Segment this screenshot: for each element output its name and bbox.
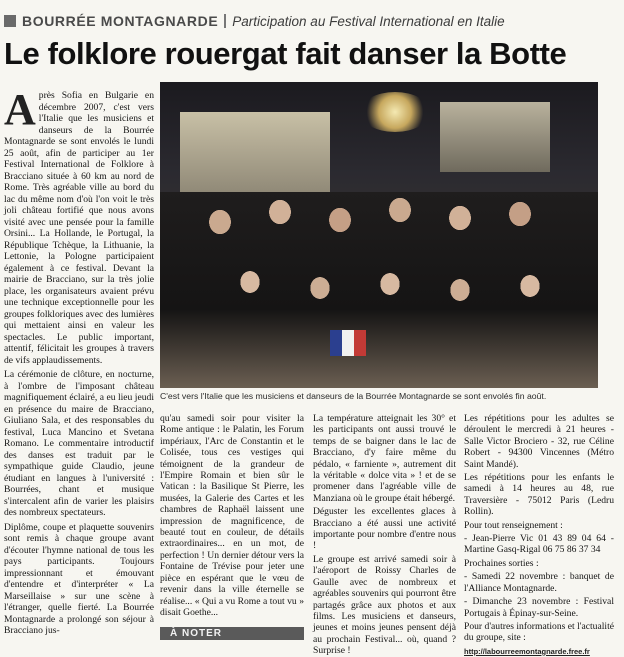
col4-paragraph-2: Les répétitions pour les enfants le samedi à 14 heures au 48, rue Traversière - 75012 Paris (Ledru Rollin). bbox=[464, 472, 614, 518]
col1-paragraph-3: Diplôme, coupe et plaquette souvenirs sont remis à chaque groupe avant d'écouter l'hymne national de tous les pays participants. Toujours impressionnant et émouvant d'entendre et d'interpréter « La Marseillaise » sur une scène à l'étranger, quelle fierté. La Bourrée Montagnarde a prolongé son séjour à Bracciano jus- bbox=[4, 521, 154, 636]
column-1 bbox=[4, 85, 154, 636]
col4-paragraph-1: Les répétitions pour les adultes se déroulent le mercredi à 21 heures - Salle Victor Brociero - 32, rue Céline Robert - 94300 Vincennes (Métro Saint Mandé). bbox=[464, 413, 614, 470]
column-2 bbox=[160, 413, 304, 635]
col1-p1-text: près Sofia en Bulgarie en décembre 2007, c'est vers l'Italie que les musiciens et danseurs de la Bourrée Montagnarde se sont envolés le lundi 25 août, afin de participer au 1er Festival International de Folklore à Bracciano située à 60 km au nord de Rome. Très agréable ville au bord du lac du même nom d'où l'on voit le très joli château fortifié que nous avons visité avec une pensée pour la famille Orsini... La Hollande, le Portugal, la République Tchèque, la Lithuanie, la Lettonie, la Pologne participaient également à ce festival. Devant la mairie de Bracciano, sur la très jolie place, les organisateurs avaient prévu une technique exceptionnelle pour les groupes folkloriques avec des lumières qui mettaient ainsi en valeur les spectacles. Le public important, attentif, félicitait les groupes à travers de vifs applaudissements. bbox=[4, 90, 154, 366]
french-flag-icon bbox=[330, 330, 366, 356]
section-square-icon bbox=[4, 15, 16, 27]
rubric-divider bbox=[224, 14, 226, 28]
col3-paragraph-2: Déguster les excellentes glaces à Bracciano a été aussi une activité importante pour nombre d'entre nous ! bbox=[313, 506, 456, 552]
photo-tower bbox=[440, 102, 550, 172]
section-rubric: BOURRÉE MONTAGNARDE bbox=[22, 13, 219, 29]
a-noter-box: À NOTER bbox=[160, 627, 304, 640]
section-subhead: Participation au Festival International en Italie bbox=[232, 13, 505, 29]
col1-paragraph-2: La cérémonie de clôture, en nocturne, à l'ombre de l'imposant château magnifiquement éclairé, a eu lieu jeudi en présence du maire de Bracciano, Giuliano Sala, et des responsables du festival, Luca Mancino et Svetana Romano. Le commentaire introductif des danses est traduit par le sympathique guide Claudio, jeune étudiant en langues à l'université : Bourrées, chant et musique s'intercalent afin de varier les plaisirs des nombreux spectateurs. bbox=[4, 369, 154, 518]
col4-paragraph-6: - Samedi 22 novembre : banquet de l'Alliance Montagnarde. bbox=[464, 571, 614, 594]
website-link[interactable]: http://labourreemontagnarde.free.fr bbox=[464, 646, 590, 656]
column-4 bbox=[464, 413, 614, 656]
drop-cap: A bbox=[4, 85, 36, 134]
photo-lamp bbox=[360, 92, 430, 132]
col4-paragraph-7: - Dimanche 23 novembre : Festival Portugais à Épinay-sur-Seine. bbox=[464, 596, 614, 619]
photo-crowd bbox=[160, 192, 598, 388]
col2-paragraph-1: qu'au samedi soir pour visiter la Rome antique : le Palatin, les Forum impériaux, l'Arc de Constantin et le Colisée, tous ces vestiges qui témoignent de la grandeur de l'Empire Romain et bien sûr le Vatican : la Basilique St Pierre, les musées, la Galerie des Cartes et les chambres de Raphaël laissent une impression de magnificence, de beauté tout en couleur, de détails extraordinaires... en un mot, de perfection ! Un dernier détour vers la Fontaine de Trévise pour jeter une pièce en espérant que le vœu de revenir dans la ville éternelle se réalise... « Qui a vu Rome a tout vu » disait Goethe... bbox=[160, 413, 304, 618]
col4-paragraph-5: Prochaines sorties : bbox=[464, 557, 539, 569]
col3-paragraph-1: La température atteignait les 30° et les participants ont aussi trouvé le temps de se baigner dans le lac de Bracciano, d'y faire même du pédalo, « farniente », autrement dit la véritable « dolce vita » ! et de se promener dans l'agréable ville de Manziana où le groupe était hébergé. bbox=[313, 413, 456, 504]
group-photo bbox=[160, 82, 598, 388]
col4-paragraph-8: Pour d'autres informations et l'actualité du groupe, site : bbox=[464, 620, 614, 644]
headline: Le folklore rouergat fait danser la Botte bbox=[4, 36, 567, 71]
col4-paragraph-4: - Jean-Pierre Vic 01 43 89 04 64 - Martine Gasq-Rigal 06 75 86 37 34 bbox=[464, 533, 614, 556]
kicker-line bbox=[4, 10, 620, 32]
photo-caption: C'est vers l'Italie que les musiciens et danseurs de la Bourrée Montagnarde se sont envolés fin août. bbox=[160, 391, 547, 401]
col1-paragraph-1 bbox=[4, 85, 154, 366]
column-3 bbox=[313, 413, 456, 657]
col3-paragraph-3: Le groupe est arrivé samedi soir à l'aéroport de Roissy Charles de Gaulle avec de nombreux et agréables souvenirs qui pourront être partagés grâce aux photos et aux films. Les musiciens et danseurs, jeunes et moins jeunes pensent déjà au prochain Festival... où, quand ? Surprise ! bbox=[313, 553, 456, 657]
col4-paragraph-3: Pour tout renseignement : bbox=[464, 519, 563, 531]
photo-building bbox=[180, 112, 330, 202]
